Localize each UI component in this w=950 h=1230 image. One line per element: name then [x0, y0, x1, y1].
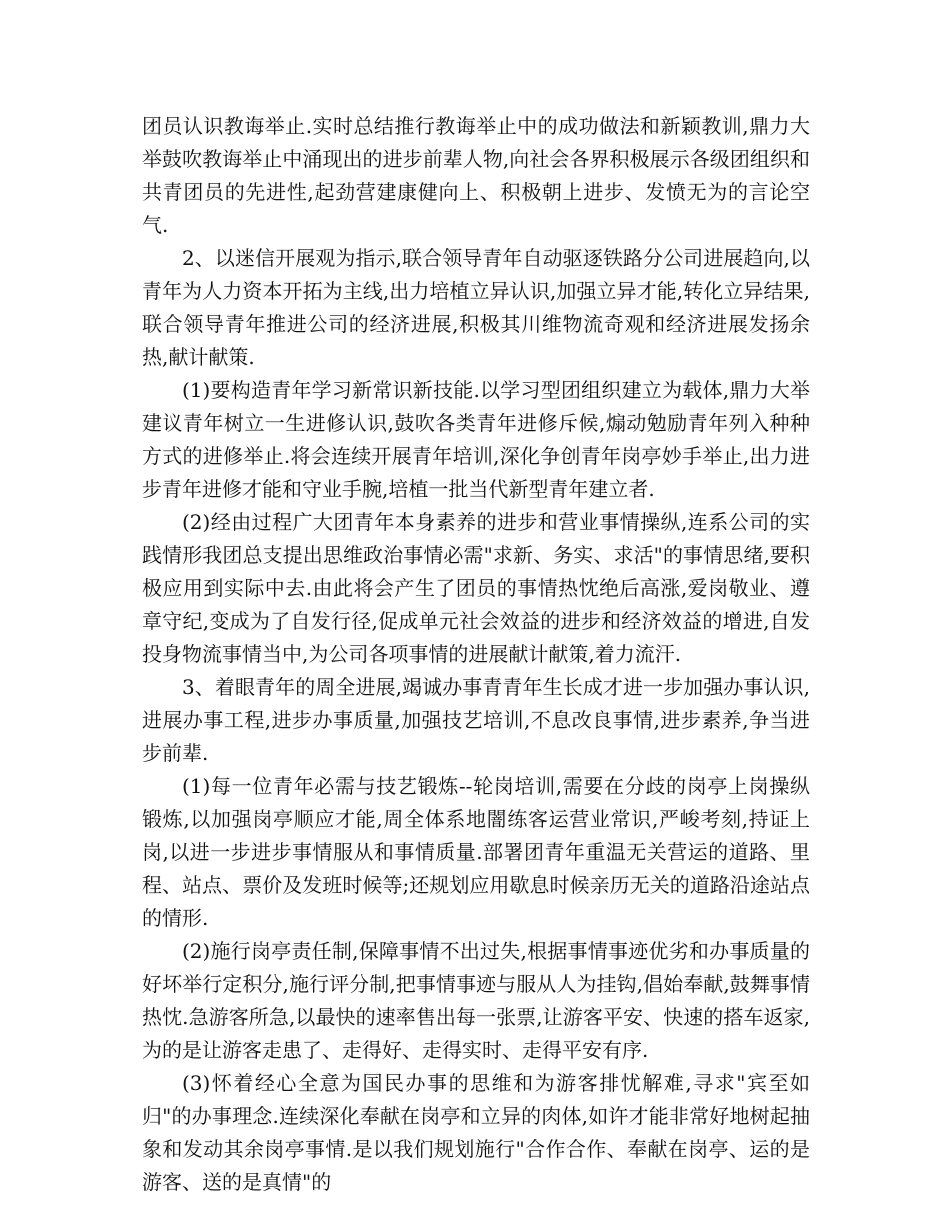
paragraph-3: (1)要构造青年学习新常识新技能.以学习型团组织建立为载体,鼎力大举建议青年树立一生进修认识,鼓吹各类青年进修斥候,煽动勉励青年列入种种方式的进修举止.将会连续开展青年培训,深化争创青年岗亭妙手举止,出力进步青年进修才能和守业手腕,培植一批当代新型青年建立者. [142, 378, 810, 501]
paragraph-2: 2、以迷信开展观为指示,联合领导青年自动驱逐铁路分公司进展趋向,以青年为人力资本开拓为主线,出力培植立异认识,加强立异才能,转化立异结果,联合领导青年推进公司的经济进展,积极其川维物流奇观和经济进展发扬余热,献计献策. [142, 246, 810, 369]
document-body [142, 110, 810, 1199]
paragraph-5: 3、着眼青年的周全进展,竭诚办事青青年生长成才进一步加强办事认识,进展办事工程,进步办事质量,加强技艺培训,不息改良事情,进步素养,争当进步前辈. [142, 675, 810, 765]
paragraph-4: (2)经由过程广大团青年本身素养的进步和营业事情操纵,连系公司的实践情形我团总支提出思维政治事情必需"求新、务实、求活"的事情思绪,要积极应用到实际中去.由此将会产生了团员的事情热忱绝后高涨,爱岗敬业、遵章守纪,变成为了自发行径,促成单元社会效益的进步和经济效益的增进,自发投身物流事情当中,为公司各项事情的进展献计献策,着力流汗. [142, 510, 810, 666]
paragraph-1: 团员认识教诲举止.实时总结推行教诲举止中的成功做法和新颖教训,鼎力大举鼓吹教诲举止中涌现出的进步前辈人物,向社会各界积极展示各级团组织和共青团员的先进性,起劲营建康健向上、积极朝上进步、发愤无为的言论空气. [142, 114, 810, 237]
paragraph-8: (3)怀着经心全意为国民办事的思维和为游客排忧解难,寻求"宾至如归"的办事理念.连续深化奉献在岗亭和立异的肉体,如许才能非常好地树起抽象和发动其余岗亭事情.是以我们规划施行"合作合作、奉献在岗亭、运的是游客、送的是真情"的 [142, 1071, 810, 1194]
paragraph-7: (2)施行岗亭责任制,保障事情不出过失,根据事情事迹优劣和办事质量的好坏举行定积分,施行评分制,把事情事迹与服从人为挂钩,倡始奉献,鼓舞事情热忱.急游客所急,以最快的速率售出每一张票,让游客平安、快速的搭车返家,为的是让游客走患了、走得好、走得实时、走得平安有序. [142, 939, 810, 1062]
paragraph-6: (1)每一位青年必需与技艺锻炼--轮岗培训,需要在分歧的岗亭上岗操纵锻炼,以加强岗亭顺应才能,周全体系地闇练客运营业常识,严峻考刻,持证上岗,以进一步进步事情服从和事情质量.部署团青年重温无关营运的道路、里程、站点、票价及发班时候等;还规划应用歇息时候亲历无关的道路沿途站点的情形. [142, 774, 810, 930]
